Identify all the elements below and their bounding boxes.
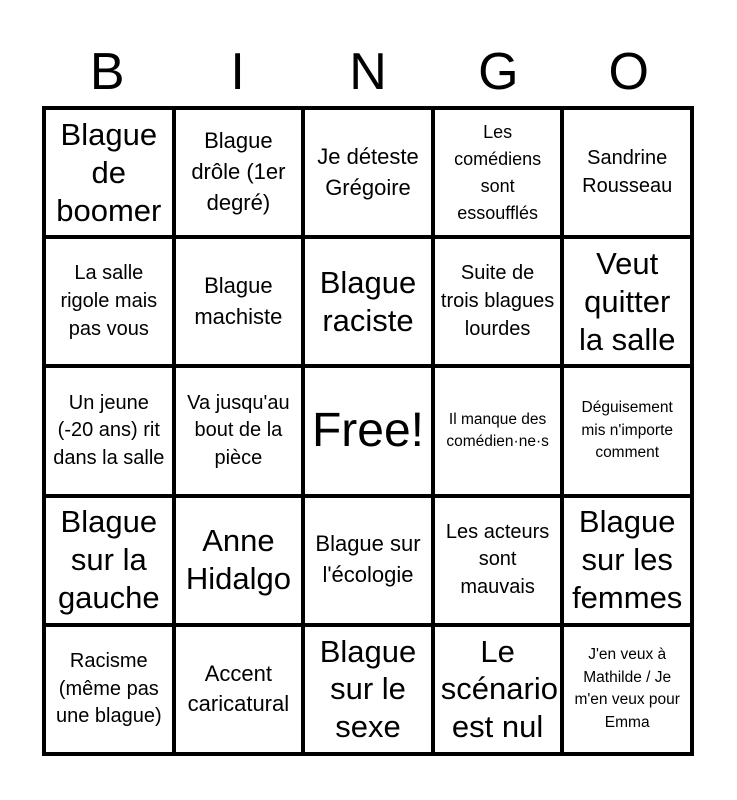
- bingo-cell[interactable]: [174, 625, 304, 754]
- cell-text: Blague sur les femmes: [572, 504, 683, 616]
- bingo-cell[interactable]: [433, 108, 563, 237]
- bingo-cell[interactable]: [562, 237, 692, 366]
- cell-text: Je déteste Grégoire: [317, 143, 419, 200]
- bingo-cell[interactable]: [433, 625, 563, 754]
- cell-text: Anne Hidalgo: [185, 523, 291, 597]
- bingo-cell[interactable]: [433, 496, 563, 625]
- bingo-cell[interactable]: [44, 496, 174, 625]
- bingo-board: [42, 106, 694, 756]
- bingo-cell[interactable]: [562, 496, 692, 625]
- bingo-cell[interactable]: [433, 366, 563, 495]
- cell-text: La salle rigole mais pas vous: [60, 262, 158, 340]
- header-letter-o: O: [608, 43, 649, 101]
- cell-text: Suite de trois blagues lourdes: [440, 262, 555, 340]
- bingo-cell[interactable]: [44, 237, 174, 366]
- cell-text: Blague sur le sexe: [319, 633, 417, 745]
- bingo-cell[interactable]: [44, 366, 174, 495]
- cell-text: Blague sur la gauche: [57, 504, 160, 616]
- cell-text: Blague de boomer: [56, 116, 162, 228]
- bingo-cell[interactable]: [562, 108, 692, 237]
- bingo-cell[interactable]: [44, 108, 174, 237]
- cell-text: Les acteurs sont mauvais: [445, 520, 550, 598]
- bingo-cell[interactable]: [174, 108, 304, 237]
- bingo-cell[interactable]: [44, 625, 174, 754]
- bingo-cell[interactable]: [174, 366, 304, 495]
- cell-text: Blague machiste: [194, 272, 283, 329]
- cell-text: Blague drôle (1er degré): [191, 128, 286, 215]
- cell-text: Un jeune (-20 ans) rit dans la salle: [53, 391, 165, 469]
- cell-text: Déguisement mis n'importe comment: [581, 399, 674, 462]
- free-space-text: Free!: [311, 403, 424, 457]
- bingo-cell[interactable]: [303, 496, 433, 625]
- bingo-cell[interactable]: [303, 237, 433, 366]
- header-letter-b: B: [89, 43, 125, 101]
- cell-text: Sandrine Rousseau: [582, 147, 673, 197]
- cell-text: Racisme (même pas une blague): [55, 650, 162, 728]
- cell-text: Veut quitter la salle: [578, 246, 676, 357]
- bingo-cell[interactable]: [303, 625, 433, 754]
- bingo-cell[interactable]: [433, 237, 563, 366]
- cell-text: Accent caricatural: [187, 660, 290, 717]
- bingo-cell[interactable]: [303, 108, 433, 237]
- bingo-cell[interactable]: [562, 366, 692, 495]
- bingo-cell[interactable]: [562, 625, 692, 754]
- free-space-cell[interactable]: [303, 366, 433, 495]
- bingo-header: [42, 40, 694, 104]
- header-letter-g: G: [478, 43, 519, 101]
- header-letter-n: N: [349, 43, 387, 101]
- cell-text: Les comédiens sont essoufflés: [454, 121, 542, 223]
- bingo-cell[interactable]: [174, 496, 304, 625]
- cell-text: Blague sur l'écologie: [315, 531, 421, 588]
- cell-text: Blague raciste: [319, 264, 417, 338]
- header-letter-i: I: [230, 43, 245, 101]
- cell-text: Il manque des comédien·ne·s: [446, 410, 549, 450]
- cell-text: Le scénario est nul: [440, 633, 558, 745]
- cell-text: Va jusqu'au bout de la pièce: [187, 391, 290, 469]
- cell-text: J'en veux à Mathilde / Je m'en veux pour Emma: [574, 646, 680, 731]
- bingo-cell[interactable]: [174, 237, 304, 366]
